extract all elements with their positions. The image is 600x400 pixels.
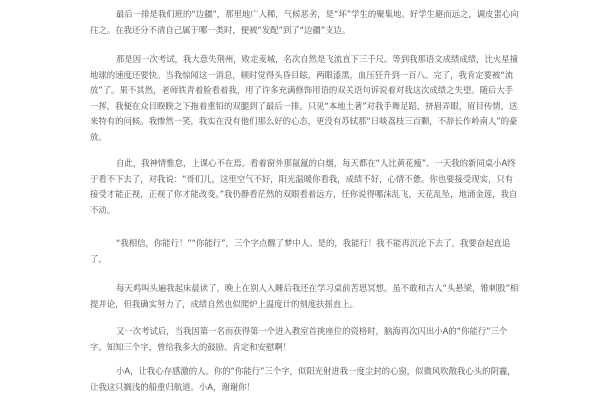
paragraph-4-text: “我相信，你能行！”“你能行”，三个字点醒了梦中人。是的，我能行！我不能再沉沦下去了，我要奋起直追了。 (90, 238, 511, 264)
paragraph-5-text: 每天鸡叫头遍我起床晨读了，晚上在别人入睡后我还在学习桌前苦思冥想。虽不敢和古人“头悬梁，锥刺股”相提并论，但我确实努力了，成绩自然也似爬炉上温度计的刻度扶摇直上。 (90, 283, 519, 309)
paragraph-1 (90, 7, 520, 38)
paragraph-4 (90, 236, 520, 267)
article-body (90, 0, 520, 400)
paragraph-7-text: 小A，让我心存感激的人。你的“你能行”三个字，似阳光射进我一度尘封的心窗，似微风吹散我心头的阴霾，让我这只搁浅的船重归航道。小A，谢谢你！ (90, 366, 516, 392)
paragraph-7 (90, 364, 520, 395)
paragraph-6-text: 又一次考试后，当我因第一名而获得第一个进入教室首挑座位的资格时，脑海再次闪出小A的“你能行”三个字。知知三个字，曾给我多大的鼓励、肯定和安慰啊！ (90, 326, 508, 352)
paragraph-1-text: 最后一排是我们班的“边疆”，那里地广人稀，气候恶劣，是“坏”学生的聚集地。好学生避而远之，调皮蛋心向往之。在我还分不清自己属于哪一类时，便被“发配”到了“边疆”支边。 (90, 9, 519, 35)
paragraph-6 (90, 324, 520, 355)
paragraph-2-text: 那是因一次考试，我大意失荆州，败走麦城，名次自然是飞流直下三千尺。等到我那语文成绩成绩，比火星撞地球的速度还要快。当我惊闻这一消息，顿时觉得头昏目眩，两眼漆黑，血压狂升到一百八。完了，我肯定要被“流放”了。果不其然，老师铁青着脸看着我，用了许多充满修饰用语的双关语句诉说着对我这次成绩之失望。随后大手一挥，我便在众目睽睽之下拖着重铅的双腿到了最后一排。只见“本地土著”对我手舞足蹈，挤眉弄眼，眉目传情，送来特有的问候。我惨然一笑，我实在没有他们那么好的心态，更没有苏轼那“日啖荔枝三百颗，不辞长作岭南人”的豪放。 (90, 54, 518, 142)
paragraph-5 (90, 281, 520, 312)
paragraph-3-text: 自此，我神情惟怠，上课心不在焉。看着窗外那氤氲的白烟，每天都在“人比黄花瘦”。一天我的新同桌小A终于看不下去了，对我说：“哥们儿，这里空气不好，阳光温暖你看我，成绩不好，心情不惫。你也要接受现实，只有接受才能正视，正视了你才能改变。”我仍静看茫然的双眼看着远方，任你说得哪沫乱飞，天花乱坠，地涌金莲，我自不动。 (90, 158, 518, 215)
paragraph-2 (90, 52, 520, 145)
paragraph-3 (90, 156, 520, 218)
